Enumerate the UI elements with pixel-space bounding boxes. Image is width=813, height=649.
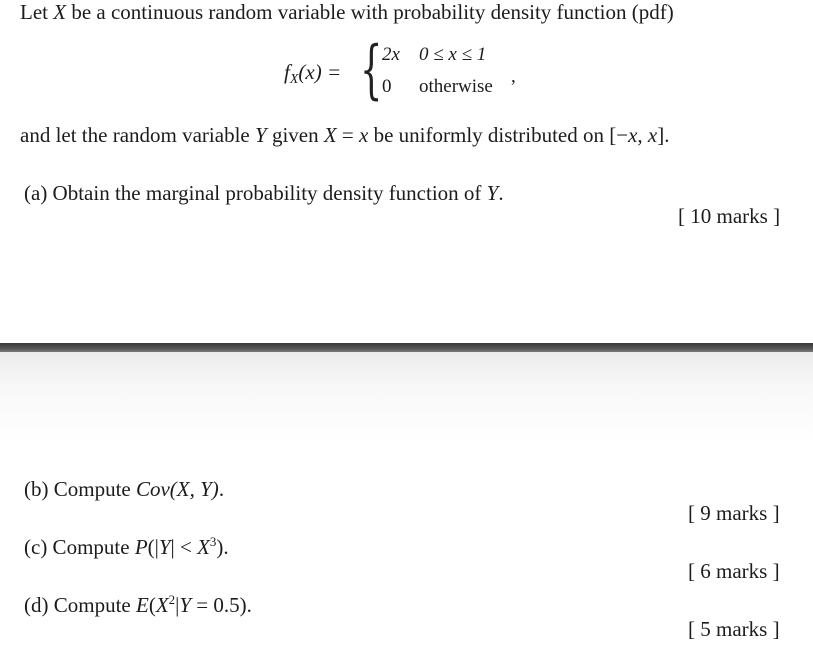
pdf-function-symbol: f xyxy=(284,60,290,84)
part-d-marks: [ 5 marks ] xyxy=(688,617,780,641)
pdf-argument: (x) = xyxy=(298,60,342,84)
part-c-text: (c) Compute xyxy=(24,535,135,559)
intro-text-part: Let xyxy=(20,0,54,24)
part-b-marks: [ 9 marks ] xyxy=(688,501,780,525)
covariance-expression: Cov(X, Y) xyxy=(135,477,219,501)
probability-symbol: P xyxy=(134,535,148,559)
math-part: | xyxy=(175,593,180,617)
conditional-distribution-text xyxy=(20,123,669,148)
expectation-symbol: E xyxy=(135,593,149,617)
part-b-text: (b) Compute xyxy=(24,477,136,501)
pdf-subscript: X xyxy=(289,72,299,87)
math-part: ( xyxy=(148,593,156,617)
variable-y: Y xyxy=(255,123,267,147)
part-d-text: (d) Compute xyxy=(24,593,136,617)
part-b-end: . xyxy=(218,477,225,501)
variable-y: Y xyxy=(158,535,171,559)
math-part: | < xyxy=(170,535,198,559)
case2-condition: otherwise xyxy=(419,76,493,97)
case1-expression: 2x xyxy=(382,44,400,65)
page-separator-shadow xyxy=(0,352,813,442)
intro-text-part: be a continuous random variable with probability density function (pdf) xyxy=(66,0,674,24)
part-c-marks: [ 6 marks ] xyxy=(688,559,780,583)
page-separator xyxy=(0,343,813,352)
question-part-b xyxy=(24,477,224,502)
pdf-lhs xyxy=(284,60,341,88)
intro-text xyxy=(20,0,674,25)
part-a-text: (a) Obtain the marginal probability density function of xyxy=(24,181,487,205)
condition-text-part: = xyxy=(336,123,360,147)
math-part: (| xyxy=(147,535,159,559)
variable-x-value: x xyxy=(647,123,658,147)
variable-x: X xyxy=(323,123,337,147)
exponent: 2 xyxy=(168,592,176,607)
variable-x-value: x xyxy=(359,123,369,147)
cases-brace: { xyxy=(360,33,383,107)
variable-x: X xyxy=(197,535,210,559)
variable-x: X xyxy=(155,593,169,617)
part-c-end: ). xyxy=(216,535,229,559)
variable-y: Y xyxy=(179,593,192,617)
condition-text-part: given xyxy=(266,123,324,147)
pdf-comma: , xyxy=(511,66,516,87)
condition-text-part: be uniformly distributed on [− xyxy=(368,123,629,147)
variable-y: Y xyxy=(486,181,499,205)
question-part-c xyxy=(24,534,229,560)
part-a-end: . xyxy=(498,181,504,205)
question-part-a xyxy=(24,181,504,206)
part-a-marks: [ 10 marks ] xyxy=(678,204,781,228)
question-part-d xyxy=(24,592,252,618)
condition-text-part: ]. xyxy=(657,123,670,147)
case1-condition: 0 ≤ x ≤ 1 xyxy=(419,44,487,65)
condition-text-part: , xyxy=(637,123,648,147)
variable-x: X xyxy=(53,0,67,24)
part-d-end: = 0.5). xyxy=(191,593,252,617)
condition-text-part: and let the random variable xyxy=(20,123,255,147)
exponent: 3 xyxy=(209,534,217,549)
case2-expression: 0 xyxy=(382,76,392,97)
variable-x-value: x xyxy=(628,123,638,147)
